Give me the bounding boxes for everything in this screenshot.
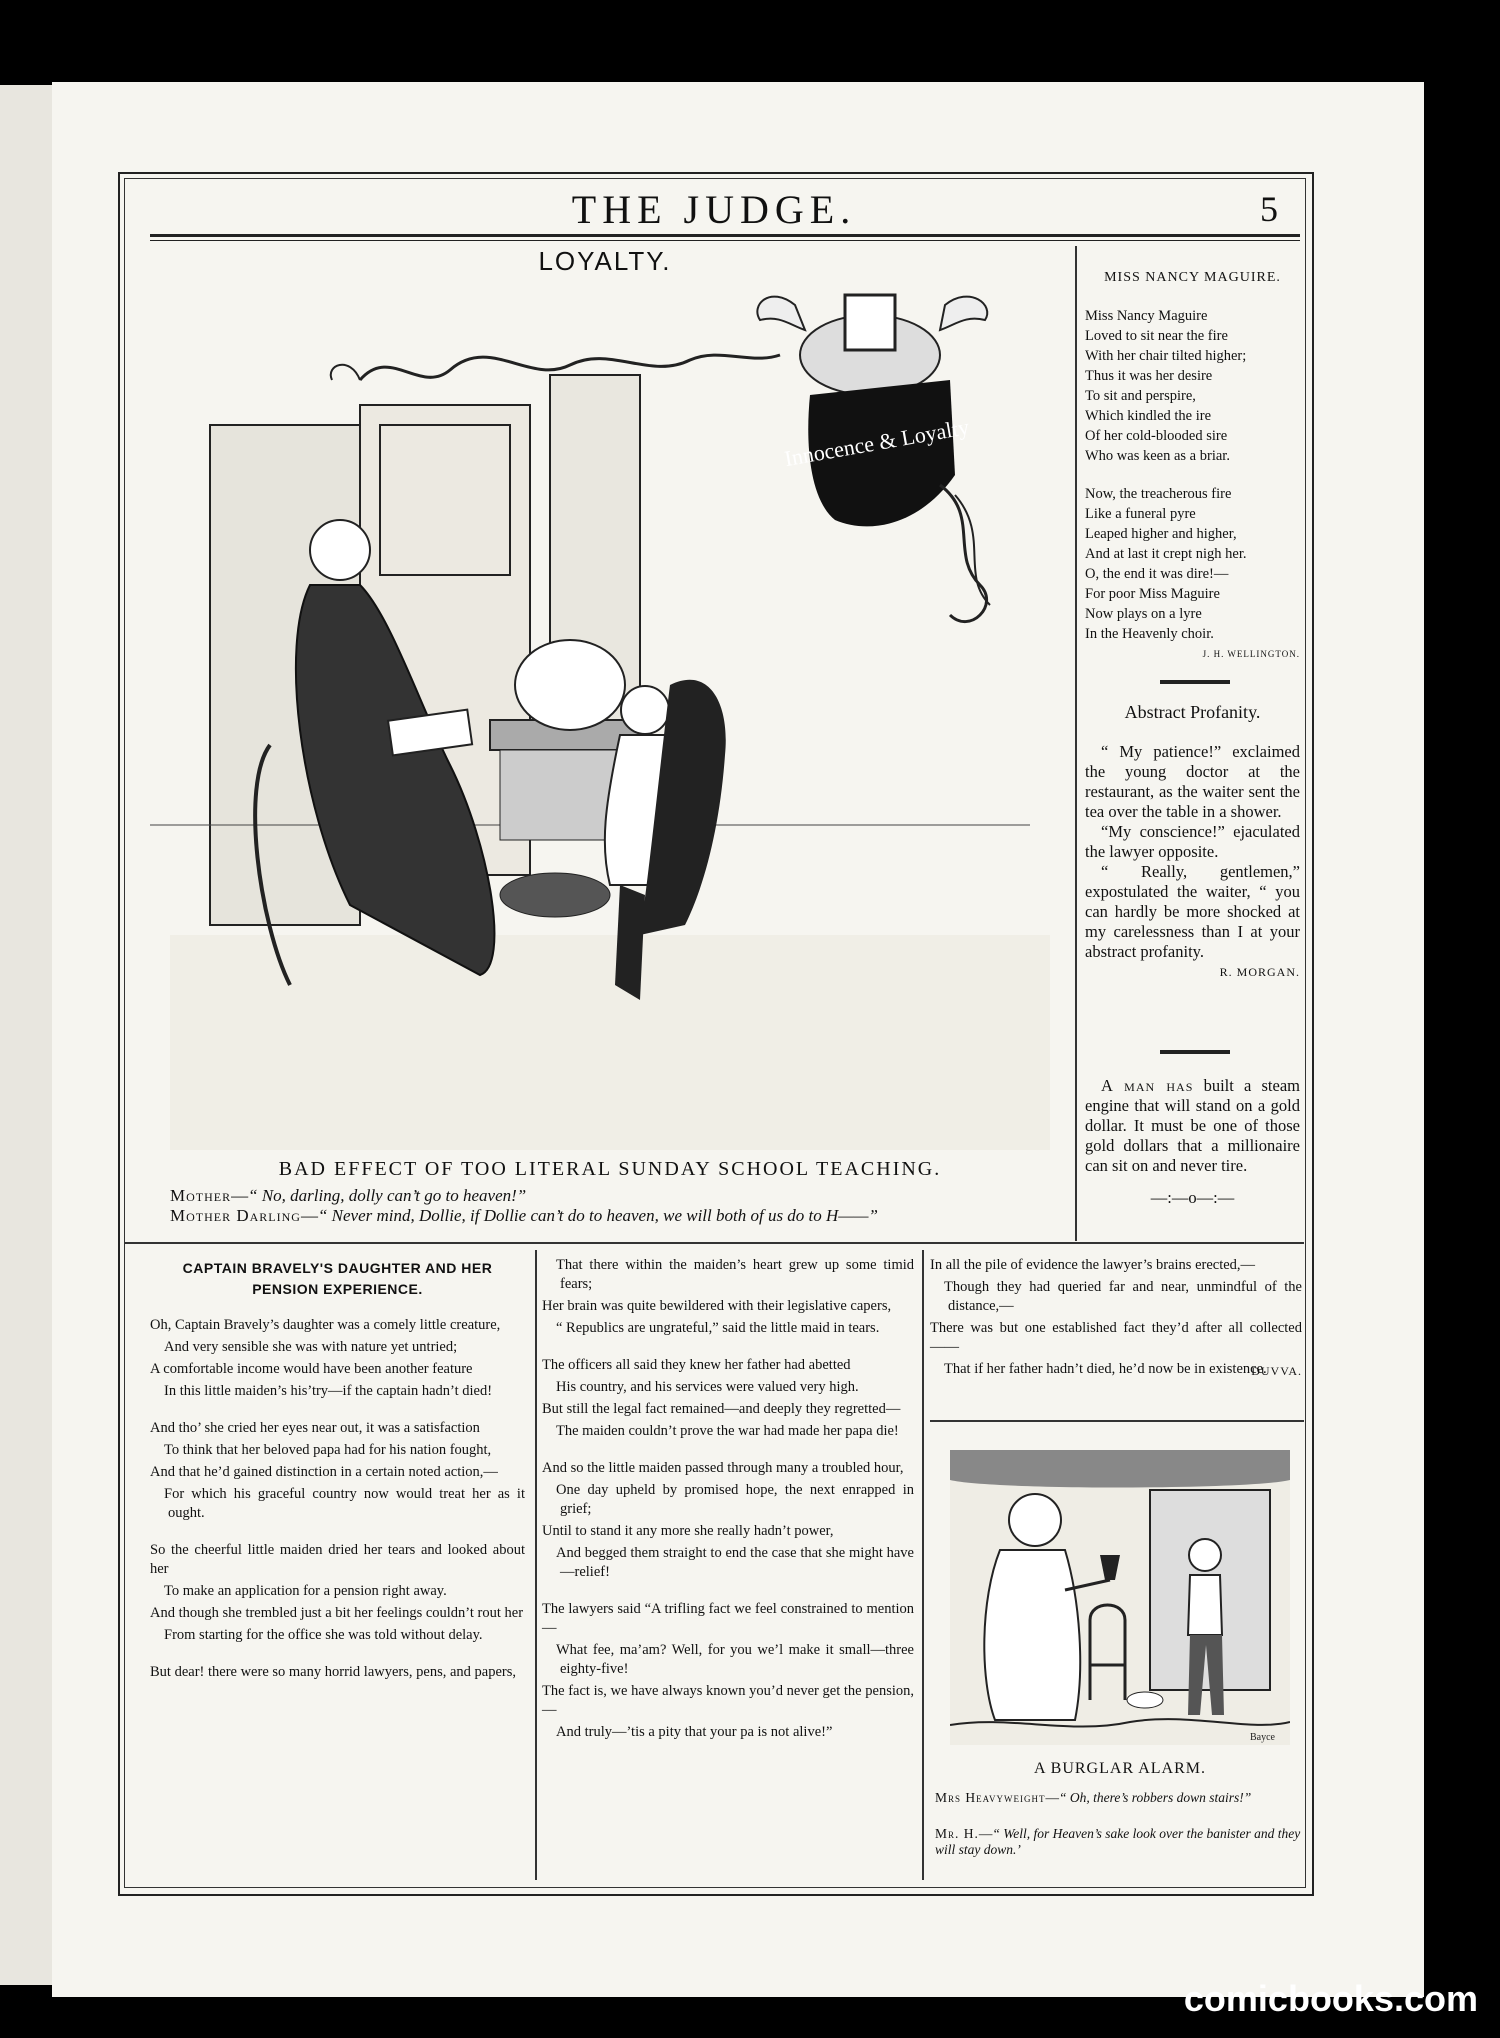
ballad-line: From starting for the office she was told without delay.: [164, 1627, 483, 1643]
speaker-mrs-heavyweight: Mrs Heavyweight: [935, 1790, 1046, 1805]
stanza: [150, 1419, 525, 1523]
line-mother: “ No, darling, dolly can’t go to heaven!”: [248, 1186, 527, 1205]
bottom-column-rule-2: [922, 1250, 924, 1880]
poem-line: To sit and perspire,: [1085, 388, 1196, 404]
shield-text: Innocence & Loyalty: [782, 414, 971, 472]
man-shirt: [1188, 1575, 1222, 1635]
profanity-paragraph: “ Really, gentlemen,” expostulated the waiter, “ you can hardly be more shocked at my carelessness than I at your abstract profanity.: [1085, 862, 1300, 961]
stanza: [150, 1316, 525, 1401]
ballad-line: Oh, Captain Bravely’s daughter was a comely little creature,: [150, 1317, 501, 1333]
poem-line: Now, the treacherous fire: [1085, 486, 1232, 502]
mother-head: [310, 520, 370, 580]
poem-line: Who was keen as a briar.: [1085, 448, 1230, 464]
poem-line: Which kindled the ire: [1085, 408, 1212, 424]
ballad-line: A comfortable income would have been another feature: [150, 1361, 473, 1377]
ballad-line: And so the little maiden passed through many a troubled hour,: [542, 1460, 904, 1476]
ballad-line: His country, and his services were valued very high.: [556, 1379, 859, 1395]
bottom-column-rule-1: [535, 1250, 537, 1880]
ballad-column-2: [542, 1256, 914, 1760]
burglar-title: A BURGLAR ALARM.: [1033, 1760, 1207, 1777]
poem-line: For poor Miss Maguire: [1085, 586, 1220, 602]
ballad-line: And tho’ she cried her eyes near out, it was a satisfaction: [150, 1420, 480, 1436]
ballad-line: And though she trembled just a bit her feelings couldn’t rout her: [150, 1605, 524, 1621]
poem-author: J. H. WELLINGTON.: [1202, 649, 1300, 659]
ballad-line: And very sensible she was with nature yet untried;: [164, 1339, 458, 1355]
masthead: [124, 182, 1304, 234]
ballad-line: That if her father hadn’t died, he’d now be in existence.: [944, 1361, 1267, 1377]
stanza: [542, 1356, 914, 1441]
ballad-line: The lawyers said “A trifling fact we feel constrained to mention—: [542, 1601, 914, 1636]
line-mrs-heavyweight: “ Oh, there’s robbers down stairs!”: [1058, 1790, 1252, 1805]
stanza: [542, 1256, 914, 1338]
speaker-mother: Mother: [170, 1186, 232, 1205]
divider-rule: [1160, 680, 1230, 684]
profanity-paragraph: “My conscience!” ejaculated the lawyer opposite.: [1085, 822, 1300, 861]
right-wing: [940, 297, 987, 330]
page-number: 5: [1260, 189, 1278, 229]
facing-page-edge: [0, 85, 55, 1985]
burglar-dialog-1: Mrs Heavyweight—“ Oh, there’s robbers down stairs!”: [935, 1790, 1252, 1805]
profanity-paragraph: “ My patience!” exclaimed the young doctor at the restaurant, as the waiter sent the tea over the table in a shower.: [1085, 742, 1300, 821]
poem-line: O, the end it was dire!—: [1085, 566, 1229, 582]
abstract-profanity: [1085, 702, 1300, 982]
poem-line: Thus it was her desire: [1085, 368, 1213, 384]
steam-engine-item: [1085, 1076, 1300, 1208]
speaker-mother-darling: Mother Darling: [170, 1206, 301, 1225]
poem-miss-nancy-maguire: [1085, 268, 1300, 664]
ballad-column-3: [930, 1256, 1302, 1381]
ballad-line: Until to stand it any more she really hadn’t power,: [542, 1523, 834, 1539]
loyalty-illustration: [150, 285, 1070, 1150]
ballad-line: One day upheld by promised hope, the next enrapped in grief;: [556, 1482, 914, 1517]
masthead-title: THE JUDGE.: [571, 187, 857, 232]
ballad-line: The officers all said they knew her father had abetted: [542, 1357, 851, 1373]
burglar-top-rule: [930, 1420, 1304, 1422]
ballad-line: And begged them straight to end the case that she might have—relief!: [556, 1545, 914, 1580]
masthead-rule: [150, 234, 1300, 241]
line-mother-darling: “ Never mind, Dollie, if Dollie can’t do to heaven, we will both of us do to H——”: [317, 1206, 878, 1225]
stanza: [150, 1663, 525, 1682]
ballad-line: Though they had queried far and near, unmindful of the distance,—: [944, 1279, 1302, 1314]
ballad-line: What fee, ma’am? Well, for you we’l make it small—three eighty-five!: [556, 1642, 914, 1677]
poem-line: Leaped higher and higher,: [1085, 526, 1237, 542]
ballad-line: And truly—’tis a pity that your pa is not alive!”: [556, 1724, 833, 1740]
cartoon-dialog-1: Mother—“ No, darling, dolly can’t go to heaven!”: [170, 1186, 527, 1205]
head-figure: [845, 295, 895, 350]
poem-line: Like a funeral pyre: [1085, 506, 1196, 522]
ballad-line: The fact is, we have always known you’d never get the pension,—: [542, 1683, 914, 1718]
poem-title: MISS NANCY MAGUIRE.: [1104, 270, 1281, 285]
woman-head: [1009, 1494, 1061, 1546]
ballad-line: In this little maiden’s his’try—if the captain hadn’t died!: [164, 1383, 493, 1399]
flower-vase: [515, 640, 625, 730]
innocence-loyalty-emblem: [757, 295, 990, 622]
speaker-mr-h: Mr. H.: [935, 1826, 979, 1841]
burglar-dialog-2: Mr. H.—“ Well, for Heaven’s sake look over the banister and they will stay down.’: [935, 1826, 1301, 1857]
right-column-rule: [1075, 246, 1077, 1241]
stanza: [150, 1541, 525, 1645]
watermark: comicbooks.com: [1183, 1978, 1478, 2019]
burglar-artist-signature: Bayce: [1250, 1732, 1275, 1743]
profanity-title: Abstract Profanity.: [1124, 702, 1261, 722]
poem-line: Loved to sit near the fire: [1085, 328, 1228, 344]
man-head: [1189, 1539, 1221, 1571]
ballad-line: For which his graceful country now would treat her as it ought.: [164, 1486, 525, 1521]
poem-line: And at last it crept nigh her.: [1085, 546, 1247, 562]
profanity-author: R. MORGAN.: [1219, 965, 1300, 979]
ballad-column-1: [150, 1258, 525, 1700]
poem-line: Of her cold-blooded sire: [1085, 428, 1228, 444]
ballad-line: The maiden couldn’t prove the war had made her papa die!: [556, 1423, 899, 1439]
ballad-line: But still the legal fact remained—and deeply they regretted—: [542, 1401, 901, 1417]
poem-line: Now plays on a lyre: [1085, 606, 1202, 622]
girl-head: [621, 686, 669, 734]
ballad-line: To think that her beloved papa had for his nation fought,: [164, 1442, 492, 1458]
ballad-line: So the cheerful little maiden dried her tears and looked about her: [150, 1542, 525, 1577]
stanza: [542, 1459, 914, 1582]
poem-line: In the Heavenly choir.: [1085, 626, 1214, 642]
ornament: —:—o—:—: [1150, 1188, 1235, 1207]
poem-line: Miss Nancy Maguire: [1085, 308, 1208, 324]
ballad-line: To make an application for a pension right away.: [164, 1583, 447, 1599]
ballad-author: DUVVA.: [1251, 1364, 1302, 1378]
cartoon-title: LOYALTY.: [538, 246, 672, 276]
cartoon-dialog-2: Mother Darling—“ Never mind, Dollie, if Dollie can’t do to heaven, we will both of us do to H——”: [170, 1206, 878, 1225]
ballad-line: There was but one established fact they’d after all collected——: [930, 1320, 1302, 1355]
burglar-alarm-illustration: [950, 1450, 1290, 1745]
ballad-line: Her brain was quite bewildered with their legislative capers,: [542, 1298, 892, 1314]
ballad-line: But dear! there were so many horrid lawyers, pens, and papers,: [150, 1664, 516, 1680]
engine-text: built a steam engine that will stand on a gold dollar. It must be one of those gold dollars that a millionaire can sit on and never tire.: [1085, 1076, 1300, 1175]
section-rule: [124, 1242, 1304, 1244]
ballad-line: In all the pile of evidence the lawyer’s brains erected,—: [930, 1257, 1256, 1273]
left-wing: [757, 297, 805, 330]
cartoon-caption: BAD EFFECT OF TOO LITERAL SUNDAY SCHOOL TEACHING.: [278, 1158, 942, 1180]
engine-lead: A man has: [1101, 1076, 1194, 1095]
ballad-line: That there within the maiden’s heart grew up some timid fears;: [556, 1257, 914, 1292]
line-mr-h: “ Well, for Heaven’s sake look over the banister and they will stay down.’: [935, 1826, 1301, 1857]
ballad-line: “ Republics are ungrateful,” said the little maid in tears.: [556, 1320, 880, 1336]
divider-rule: [1160, 1050, 1230, 1054]
ballad-line: And that he’d gained distinction in a certain noted action,—: [150, 1464, 498, 1480]
poem-line: With her chair tilted higher;: [1085, 348, 1247, 364]
ballad-title: CAPTAIN BRAVELY'S DAUGHTER AND HER PENSION EXPERIENCE.: [182, 1260, 493, 1297]
woman-nightgown: [984, 1550, 1080, 1720]
stanza: [542, 1600, 914, 1742]
